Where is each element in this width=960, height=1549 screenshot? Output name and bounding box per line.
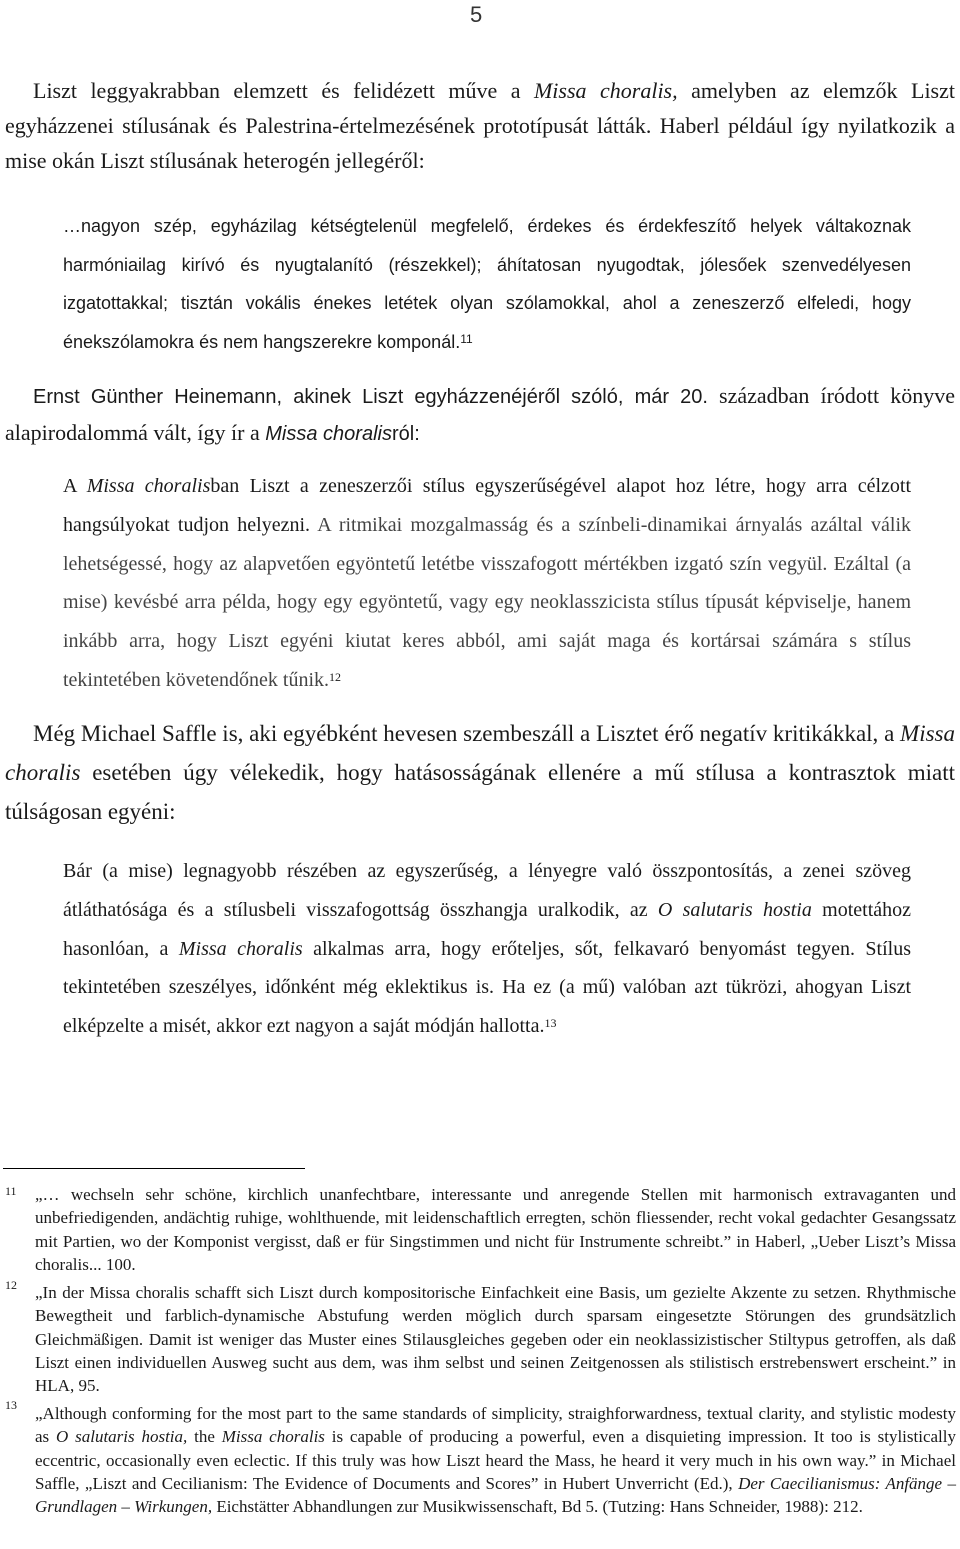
paragraph-heinemann (5, 378, 955, 452)
footnote-number-13: 13 (5, 1398, 17, 1412)
footnote-ref-12[interactable]: 12 (329, 669, 342, 684)
footnote-ref-13[interactable]: 13 (544, 1016, 557, 1031)
footnote-separator (3, 1168, 305, 1169)
title-o-salutaris-hostia: O salutaris hostia (657, 898, 812, 921)
blockquote-haberl (63, 207, 911, 361)
text-segment: ról: (391, 423, 420, 445)
title-missa-choralis: Missa choralis (221, 1427, 325, 1447)
quote-text: …nagyon szép, egyházilag kétségtelenül megfelelő, érdekes és érdekfeszítő helyek váltakoznak harmóniailag kirívó és nyugtalanító (részekkel); áhítatosan nyugodtak, jólesőek szenvedélyesen izgatottakkal; tisztán vokális énekes letétek olyan szólamokkal, ahol a zeneszerző elfeledi, hogy énekszólamokra és nem hangszerekre komponál. (63, 216, 911, 352)
text-segment: „Although conforming for the most part to the same standards of simplicity, straighforwardness, textual clarity, and stylistic modesty as (35, 1404, 956, 1447)
blockquote-saffle (63, 852, 911, 1046)
title-missa-choralis: Missa choralis (5, 721, 955, 785)
page-number: 5 (470, 2, 483, 27)
paragraph-haberl-intro (5, 73, 955, 178)
text-segment: the (187, 1427, 222, 1447)
text-segment: ban Liszt a zeneszerzői stílus egyszerűségével alapot hoz létre, hogy arra célzott hangsúlyokat tudjon helyezni. (63, 475, 912, 536)
title-missa-choralis: Missa choralis (178, 937, 303, 960)
title-o-salutaris-hostia: O salutaris hostia, (56, 1427, 188, 1447)
title-missa-choralis: Missa choralis (86, 475, 211, 497)
footnote-12: „In der Missa choralis schafft sich Liszt durch kompositorische Einfachkeit eine Basis, um gezielte Akzente zu setzen. Rhythmische Bewegtheit und farblich-dynamische Abstufung werden möglich durch sparsam eingesetzte Störungen des grundsätzlich Gleichmäßigen. Damit ist weniger das Muster eines Stilausgleiches gegeben oder ein neoklassizistischer Stiltypus getroffen, als daß Liszt einen individuellen Ausweg sucht aus dem, was ihm selbst und seinen Zeitgenossen als stilistisch erstrebenswert erscheint.” in HLA, 95. (35, 1283, 956, 1396)
title-missa-choralis: Missa choralis, (533, 78, 678, 103)
text-segment: A (63, 475, 87, 497)
text-segment: Bár (a mise) legnagyobb részében az egyszerűség, a lényegre való összpontosítás, a zenei szöveg átláthatósága és a stílusbeli visszafogottság összhangja uralkodik, az (63, 860, 911, 921)
text-segment: Még Michael Saffle is, aki egyébként hevesen szembeszáll a Lisztet érő negatív kritikákkal, a (33, 721, 901, 746)
text-segment: A ritmikai mozgalmasság és a színbeli-dinamikai árnyalás azáltal válik lehetségessé, hogy az alapvetően egyöntetű letétbe visszafogott mértékben izgató szín vegyül. Ezáltal (a mise) kevésbé arra példa, hogy egy egyöntetű, vagy egy neoklasszicista stílus típusát képviselje, hanem inkább arra, hogy Liszt egyéni kiutat keres abból, ami saját maga és kortársai számára s stílus tekintetében követendőnek tűnik. (63, 513, 912, 691)
text-segment: esetében úgy vélekedik, hogy hatásosságának ellenére a mű stílusa a kontrasztok miatt túlságosan egyéni: (5, 760, 955, 824)
footnote-number-12: 12 (5, 1278, 17, 1292)
text-segment: Eichstätter Abhandlungen zur Musikwissenschaft, Bd 5. (Tutzing: Hans Schneider, 1988): 212. (212, 1497, 863, 1517)
text-segment: motettához hasonlóan, a (63, 898, 912, 960)
text-segment: amelyben az elemzők Liszt egyházzenei stílusának és Palestrina-értelmezésének prototípusát látták. Haberl például így nyilatkozik a mise okán Liszt stílusának heterogén jellegéről: (5, 78, 955, 173)
footnote-ref-11[interactable]: 11 (460, 331, 473, 346)
text-segment: is capable of producing a powerful, even a disquieting impression. It too is stylistically eccentric, occasionally even eclectic. If this truly was how Liszt heard the Mass, he heard it very much in his own way.” in Michael Saffle, „Liszt and Cecilianism: The Evidence of Documents and Scores” in Hubert Unverricht (Ed.), (35, 1427, 956, 1493)
title-der-caecilianismus: Der Caecilianismus: Anfänge – Grundlagen – Wirkungen, (35, 1473, 956, 1517)
text-segment: században íródott könyve alapirodalommá vált, így ír a (5, 383, 955, 445)
text-segment: Ernst Günther Heinemann, akinek Liszt egyházzenéjéről szóló, már 20. (33, 386, 708, 408)
footnote-13 (35, 1402, 956, 1518)
footnote-number-11: 11 (5, 1184, 17, 1198)
text-segment: Liszt leggyakrabban elemzett és felidézett műve a (33, 78, 534, 103)
text-segment: alkalmas arra, hogy erőteljes, sőt, felkavaró benyomást tegyen. Stílus tekintetében szeszélyes, időnként még eklektikus is. Ha ez (a mű) valóban azt tükrözi, ahogyan Liszt elképzelte a misét, akkor ezt nagyon a saját módján hallotta. (63, 937, 911, 1038)
title-missa-choralis: Missa choralis (265, 423, 392, 445)
blockquote-heinemann (63, 467, 911, 700)
footnote-11: „… wechseln sehr schöne, kirchlich unanfechtbare, interessante und anregende Stellen mit harmonisch extravaganten und unbefriedigenden, andächtig ruhige, wohlthuende, mit leidenschaftlich erregten, schön fliessender, recht vokal gedachter Gesangssatz mit Partien, wo der Komponist vergisst, daß er für Singstimmen und nicht für Instrumente schreibt.” in Haberl, „Ueber Liszt’s Missa choralis... 100. (35, 1185, 956, 1274)
paragraph-saffle (5, 714, 955, 831)
